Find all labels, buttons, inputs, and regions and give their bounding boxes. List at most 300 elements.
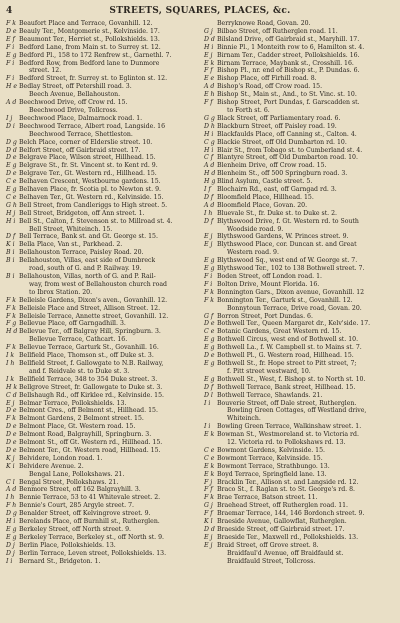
- map-grid-code: [204, 550, 217, 558]
- entry-text: Blackie Street, off Old Dumbarton rd. 10.: [217, 138, 347, 146]
- entry-text: Bell St., Calton, f. Stevenson st. to Millroad st. 4.: [19, 217, 173, 225]
- map-grid-code: E g: [204, 344, 215, 352]
- page-title: STREETS, SQUARES, PLACES, &c.: [109, 6, 291, 16]
- map-grid-code: C d: [6, 391, 17, 399]
- street-entry: [6, 368, 196, 376]
- map-grid-code: I i: [204, 423, 211, 431]
- street-entry: [204, 518, 394, 526]
- entry-text: Braeside Ter., Maxwell rd., Pollokshields. 13.: [217, 533, 359, 541]
- street-entry: [204, 83, 394, 91]
- entry-text: way, from west of Bellahouston church road: [29, 280, 167, 288]
- street-entry: [204, 154, 394, 162]
- entry-text: Bouverie Street, off Dale street, Rutherglen.: [217, 399, 357, 407]
- map-grid-code: D d: [204, 35, 215, 43]
- entry-text: Belmar Terrace, Pollokshields. 13.: [19, 399, 127, 407]
- entry-text: Blythswood Ter., 102 to 138 Bothwell street. 7.: [217, 265, 365, 273]
- map-grid-code: G j: [204, 502, 213, 510]
- map-grid-code: C e: [6, 178, 17, 186]
- street-entry: [6, 320, 196, 328]
- street-entry: [6, 297, 196, 305]
- entry-text: Borron Street, Port Dundas. 6.: [217, 312, 313, 320]
- entry-text: Belleisle Place and Street, Allison Street. 12.: [19, 304, 161, 312]
- entry-text: Berkeley Terrace, Berkeley st., off North st. 9.: [19, 533, 165, 541]
- entry-text: Beechwood Terrace, Albert road, Langside. 16: [19, 122, 166, 130]
- street-entry: [204, 494, 394, 502]
- entry-text: Belmont Road, Balgrayhill, Springburn. 3.: [19, 431, 152, 439]
- map-grid-code: A d: [204, 162, 215, 170]
- entry-text: Beaumont Ter., Herriet st., Pollokshields. 13.: [19, 35, 160, 43]
- map-grid-code: D e: [6, 439, 17, 447]
- map-grid-code: [204, 249, 217, 257]
- entry-text: Bellfield Street, f. Gallowgate to N.B. Railway,: [19, 359, 164, 367]
- map-grid-code: E j: [204, 241, 213, 249]
- street-entry: [6, 194, 196, 202]
- map-grid-code: A d: [6, 486, 17, 494]
- entry-text: Beechwood Place, Dalmarnock road. 1.: [19, 114, 143, 122]
- map-grid-code: K i: [6, 462, 15, 470]
- map-grid-code: F i: [6, 75, 15, 83]
- map-grid-code: [204, 20, 217, 28]
- street-entry: [204, 407, 394, 415]
- map-grid-code: [6, 67, 19, 75]
- street-entry: [204, 60, 394, 68]
- entry-text: Bishop Place, off Firhill road. 8.: [217, 75, 317, 83]
- street-entry: [6, 415, 196, 423]
- entry-text: Bedford Row, from Bedford lane to Dunmore: [19, 59, 160, 67]
- entry-text: Bolton Drive, Mount Florida. 16.: [217, 280, 320, 288]
- entry-text: Black Street, off Parliamentary road. 6.: [217, 114, 341, 122]
- street-entry: [204, 67, 394, 75]
- street-entry: [6, 376, 196, 384]
- street-entry: [6, 534, 196, 542]
- street-entry: [204, 99, 394, 107]
- entry-text: Bilbao Street, off Rutherglen road. 11.: [217, 27, 338, 35]
- map-grid-code: D e: [6, 431, 17, 439]
- street-entry: [204, 447, 394, 455]
- street-entry: [6, 83, 196, 91]
- entry-text: Belvidere, London road. 1.: [19, 454, 103, 462]
- entry-text: Bishop's Road, off Crow road. 15.: [217, 83, 323, 91]
- entry-text: road, south of G. and P. Railway. 19.: [29, 265, 142, 273]
- entry-text: Braeside Avenue, Gallowflat, Rutherglen.: [217, 518, 347, 526]
- entry-text: Bellahouston Terrace, Paisley Road. 20.: [19, 249, 144, 257]
- street-entry: [204, 20, 394, 28]
- map-grid-code: F i: [204, 280, 213, 288]
- street-entry: [6, 202, 196, 210]
- map-grid-code: H i: [204, 43, 214, 51]
- entry-text: Bothwell St., West, f. Bishop st. to North st. 10.: [217, 375, 366, 383]
- map-grid-code: [204, 226, 217, 234]
- entry-text: Bengal Lane, Pollokshaws. 21.: [29, 470, 125, 478]
- map-grid-code: [204, 558, 217, 566]
- entry-text: Belch Place, corner of Elderslie street. 10.: [19, 138, 153, 146]
- street-entry: [6, 107, 196, 115]
- map-grid-code: D e: [6, 407, 17, 415]
- street-entry: [6, 257, 196, 265]
- map-grid-code: [6, 289, 19, 297]
- street-entry: [204, 360, 394, 368]
- entry-text: Bishop St., Main st., And., to St. Vinc. st. 10.: [217, 91, 357, 99]
- map-grid-code: E k: [204, 470, 215, 478]
- map-grid-code: F k: [6, 296, 17, 304]
- street-entry: [6, 170, 196, 178]
- map-grid-code: H e: [6, 83, 18, 91]
- map-grid-code: F i: [6, 59, 15, 67]
- map-grid-code: C e: [204, 454, 215, 462]
- street-entry: [204, 320, 394, 328]
- street-entry: [204, 471, 394, 479]
- entry-text: Bothwell Terrace, Shawlands. 21.: [217, 391, 323, 399]
- street-entry: [6, 147, 196, 155]
- entry-text: Bowmont Gardens, Kelvinside. 15.: [217, 446, 326, 454]
- map-grid-code: D f: [204, 193, 214, 201]
- entry-text: Belhaven Ter., Gt. Western rd., Kelvinside. 15.: [19, 193, 164, 201]
- right-column: [204, 20, 394, 566]
- entry-text: Bedford Pl., 158 to 172 Renfrew st., Garnethl. 7.: [19, 51, 172, 59]
- street-entry: [6, 226, 196, 234]
- entry-text: Bothwell Pl., G. Western road, Hillhead. 15.: [217, 352, 354, 360]
- map-grid-code: D i: [6, 122, 15, 130]
- street-entry: [6, 305, 196, 313]
- map-grid-code: G h: [6, 201, 17, 209]
- map-grid-code: I i: [204, 399, 211, 407]
- map-grid-code: C e: [6, 193, 17, 201]
- map-grid-code: D j: [6, 541, 15, 549]
- entry-text: Belvidere Avenue. 2.: [19, 462, 84, 470]
- map-grid-code: E g: [204, 336, 215, 344]
- map-grid-code: D g: [6, 138, 17, 146]
- street-entry: [6, 52, 196, 60]
- map-grid-code: [6, 336, 19, 344]
- map-grid-code: E g: [204, 375, 215, 383]
- street-entry: [204, 368, 394, 376]
- map-grid-code: F k: [6, 312, 17, 320]
- map-grid-code: A d: [204, 201, 215, 209]
- street-entry: [6, 486, 196, 494]
- street-entry: [204, 194, 394, 202]
- entry-text: Blythswood Drive, f. Gt. Western rd. to South: [217, 217, 359, 225]
- entry-text: Bellevue Ter., off Balgray Hill, Springburn. 3.: [19, 328, 161, 336]
- entry-text: Blenheim St., off 500 Springburn road. 3.: [217, 170, 348, 178]
- entry-text: Belmont Ter., Gt. Western road, Hillhead. 15.: [19, 446, 161, 454]
- map-grid-code: H d: [204, 170, 216, 178]
- map-grid-code: C l: [6, 478, 15, 486]
- street-entry: [204, 415, 394, 423]
- entry-text: Braemar Terrace, 144, 146 Bordonch street. 9.: [217, 510, 365, 518]
- map-grid-code: H i: [6, 518, 16, 526]
- map-grid-code: F k: [204, 296, 215, 304]
- map-grid-code: D e: [6, 446, 17, 454]
- street-entry: [6, 518, 196, 526]
- street-entry: [204, 392, 394, 400]
- entry-text: Blantyre Street, off Old Dumbarton road. 10.: [217, 154, 358, 162]
- map-grid-code: E g: [6, 51, 17, 59]
- entry-text: Bowmont Terrace, Kelvinside. 15.: [217, 454, 323, 462]
- map-grid-code: F f: [204, 67, 213, 75]
- entry-text: Belleisle Terrace, Annette street, Govanhill. 12.: [19, 312, 169, 320]
- map-grid-code: I k: [6, 352, 15, 360]
- map-grid-code: [6, 265, 19, 273]
- street-entry: [204, 305, 394, 313]
- entry-text: and f. Reidvale st. to Duke st. 3.: [29, 367, 130, 375]
- map-grid-code: E g: [6, 186, 17, 194]
- entry-text: Braeside Street, off Gairbraid street. 17.: [217, 526, 345, 533]
- map-grid-code: D f: [204, 217, 214, 225]
- entry-text: Binnie Pl., 1 Monteith row to 6, Hamilton st. 4.: [217, 43, 365, 51]
- entry-text: Bonnytoun Terrace, Drive road, Govan. 20.: [227, 304, 362, 312]
- entry-text: Bothwell Ter., Queen Margaret dr., Kelv'side. 17.: [217, 320, 371, 328]
- street-entry: [204, 186, 394, 194]
- street-entry: [6, 123, 196, 131]
- street-entry: [6, 281, 196, 289]
- street-entry: [204, 257, 394, 265]
- map-grid-code: B i: [6, 249, 15, 257]
- map-grid-code: G g: [204, 114, 215, 122]
- street-entry: [6, 186, 196, 194]
- map-grid-code: E j: [6, 399, 15, 407]
- entry-text: Bell Street, Whiteinch. 15.: [29, 225, 113, 233]
- entry-text: Bell Street, from Candleriggs to High street. 5.: [19, 201, 168, 209]
- map-grid-code: H i: [204, 146, 214, 154]
- map-grid-code: [6, 107, 19, 115]
- street-entry: [6, 447, 196, 455]
- street-entry: [6, 91, 196, 99]
- map-grid-code: E j: [204, 541, 213, 549]
- street-entry: [6, 139, 196, 147]
- map-grid-code: F k: [6, 415, 17, 423]
- street-entry: [6, 218, 196, 226]
- entry-text: Bothwell Circus, west end of Bothwell st. 10.: [217, 336, 359, 344]
- street-entry: [204, 336, 394, 344]
- entry-text: Berryknowe Road, Govan. 20.: [217, 20, 311, 27]
- entry-text: Bluevale St., fr. Duke st. to Duke st. 2.: [217, 209, 338, 217]
- map-grid-code: F k: [6, 20, 17, 27]
- map-grid-code: F f: [204, 510, 213, 518]
- street-entry: [204, 178, 394, 186]
- map-grid-code: [6, 281, 19, 289]
- street-entry: [6, 210, 196, 218]
- entry-text: to Ibrox Station. 20.: [29, 288, 93, 296]
- map-grid-code: [6, 131, 19, 139]
- map-grid-code: K i: [6, 241, 15, 249]
- map-grid-code: D e: [6, 27, 17, 35]
- map-grid-code: A d: [6, 99, 17, 107]
- entry-text: Braidfaul'd Avenue, off Braidfauld st.: [227, 549, 344, 557]
- street-entry: [6, 162, 196, 170]
- entry-text: Bennie's Court, 285 Argyle street. 7.: [19, 502, 135, 510]
- entry-text: Blythswood Sq., west end of W. George st. 7.: [217, 257, 358, 265]
- street-entry: [204, 510, 394, 518]
- street-entry: [204, 115, 394, 123]
- entry-text: Berlin Place, Pollokshields. 13.: [19, 541, 116, 549]
- map-grid-code: E g: [6, 162, 17, 170]
- entry-text: Braidfauld Street, Tollcross.: [227, 557, 316, 565]
- map-grid-code: I k: [6, 375, 15, 383]
- map-grid-code: E f: [6, 35, 15, 43]
- map-grid-code: E g: [204, 359, 215, 367]
- street-entry: [6, 550, 196, 558]
- street-entry: [204, 281, 394, 289]
- entry-text: Bothwell La., f. W. Campbell st. to Mains st. 7.: [217, 344, 362, 352]
- street-entry: [6, 344, 196, 352]
- map-grid-code: H j: [6, 209, 16, 217]
- entry-text: Benalder Street, off Kelvingrove street. 9.: [19, 510, 151, 518]
- map-grid-code: F h: [6, 502, 17, 510]
- entry-text: Bengal Street, Pollokshaws. 21.: [19, 478, 119, 486]
- entry-text: f. Pitt street westward, 10.: [227, 367, 311, 375]
- street-entry: [6, 249, 196, 257]
- entry-text: Belmont Cres., off Belmont st., Hillhead. 15.: [19, 407, 158, 415]
- entry-text: Bowling Green Terrace, Walkinshaw street. 1.: [217, 423, 362, 431]
- street-entry: [204, 376, 394, 384]
- map-grid-code: F f: [204, 99, 213, 107]
- entry-text: Bernard St., Bridgeton. 1.: [19, 557, 101, 565]
- entry-text: Belhaven Place, fr. Scotia pl. to Newton st. 9.: [19, 186, 161, 194]
- street-entry: [204, 384, 394, 392]
- map-grid-code: E e: [204, 75, 215, 83]
- street-entry: [6, 400, 196, 408]
- entry-text: Braid Street, off Grove street. 8.: [217, 541, 319, 549]
- street-entry: [204, 344, 394, 352]
- map-grid-code: C f: [204, 154, 213, 162]
- entry-text: Boden Street, off London road. 1.: [217, 273, 322, 280]
- map-grid-code: E g: [204, 257, 215, 265]
- map-grid-code: E j: [204, 233, 213, 241]
- entry-text: 12. Victoria rd. to Pollokshaws rd. 13.: [227, 439, 346, 447]
- street-entry: [6, 360, 196, 368]
- entry-text: Belleisle Gardens, Dixon's aven., Govanhill. 12.: [19, 296, 168, 304]
- entry-text: Brae Terrace, Batson street. 11.: [217, 494, 318, 502]
- entry-text: Beaufort Place and Terrace, Govanhill. 12.: [19, 20, 153, 27]
- map-grid-code: E g: [6, 533, 17, 541]
- street-entry: [204, 233, 394, 241]
- map-grid-code: E j: [204, 533, 213, 541]
- street-entry: [204, 558, 394, 566]
- map-grid-code: I f: [204, 186, 211, 194]
- entry-text: Bell Terrace, Bank st. and Gt. George st. 15.: [19, 233, 158, 241]
- street-entry: [6, 455, 196, 463]
- map-grid-code: [6, 368, 19, 376]
- entry-text: Belgrave St., fr. St. Vincent st. to Kent rd. 9.: [19, 162, 158, 170]
- map-grid-code: F g: [6, 320, 17, 328]
- street-entry: [6, 494, 196, 502]
- map-grid-code: E g: [6, 526, 17, 533]
- entry-text: Blind Asylum, Castle street. 5.: [217, 178, 313, 186]
- street-entry: [6, 99, 196, 107]
- street-entry: [6, 289, 196, 297]
- street-entry: [204, 542, 394, 550]
- map-grid-code: [204, 305, 217, 313]
- street-entry: [204, 249, 394, 257]
- map-grid-code: I i: [6, 557, 13, 565]
- entry-text: Bellevue Place, off Garngadhill. 3.: [19, 320, 126, 328]
- map-grid-code: B i: [6, 257, 15, 265]
- street-entry: [6, 178, 196, 186]
- map-grid-code: D d: [6, 146, 17, 154]
- entry-text: to Forth st. 6.: [227, 106, 270, 114]
- entry-text: Bellshaugh Rd., off Kirklee rd., Kelvinside. 15.: [19, 391, 165, 399]
- entry-text: Braehead Street, off Rutherglen road. 11.: [217, 502, 349, 510]
- street-entry: [6, 20, 196, 28]
- map-grid-code: [204, 415, 217, 423]
- entry-text: street. 12.: [29, 67, 62, 75]
- street-entry: [204, 297, 394, 305]
- street-entry: [6, 131, 196, 139]
- entry-text: Belhaven Crescent, Westbourne gardens. 15.: [19, 178, 161, 186]
- street-entry: [204, 439, 394, 447]
- street-entry: [204, 162, 394, 170]
- map-grid-code: F j: [204, 478, 213, 486]
- entry-text: Botanic Gardens, Great Western rd. 15.: [217, 328, 342, 336]
- street-entry: [6, 471, 196, 479]
- map-grid-code: I j: [6, 114, 13, 122]
- entry-text: Bennie Terrace, 53 to 41 Whitevale street. 2.: [19, 494, 161, 502]
- entry-text: Beechwood Drive, Tollcross.: [29, 106, 118, 114]
- entry-text: Woodside road. 9.: [227, 225, 284, 233]
- street-entry: [204, 210, 394, 218]
- entry-text: Bloomfield Place, Hillhead. 15.: [217, 193, 314, 201]
- street-entry: [204, 273, 394, 281]
- street-entry: [204, 455, 394, 463]
- map-grid-code: G j: [204, 27, 213, 35]
- map-grid-code: [6, 471, 19, 479]
- street-entry: [6, 28, 196, 36]
- map-grid-code: [204, 439, 217, 447]
- street-entry: [204, 202, 394, 210]
- entry-text: Bowman St., Westmoreland st. to Victoria rd.: [217, 431, 359, 439]
- entry-text: Berlin Terrace, Leven street, Pollokshields. 13.: [19, 549, 167, 557]
- street-entry: [204, 75, 394, 83]
- street-entry: [204, 313, 394, 321]
- street-entry: [6, 44, 196, 52]
- map-grid-code: I h: [6, 359, 15, 367]
- map-grid-code: F k: [6, 304, 17, 312]
- map-grid-code: E j: [204, 51, 213, 59]
- entry-text: Belgrave Place, Wilson street, Hillhead. 15.: [19, 154, 156, 162]
- entry-text: Bonnington Ter., Garturk st., Govanhill. 12.: [217, 296, 353, 304]
- street-entry: [6, 423, 196, 431]
- map-grid-code: K j: [6, 454, 15, 462]
- street-entry: [204, 36, 394, 44]
- street-entry: [204, 423, 394, 431]
- map-grid-code: D j: [6, 549, 15, 557]
- street-entry: [6, 328, 196, 336]
- street-entry: [204, 431, 394, 439]
- entry-text: Bishop Street, Port Dundas, f. Garscadden st.: [217, 99, 360, 107]
- street-entry: [6, 558, 196, 566]
- street-entry: [204, 44, 394, 52]
- street-entry: [204, 147, 394, 155]
- map-grid-code: H d: [6, 328, 18, 336]
- map-grid-code: D f: [204, 383, 214, 391]
- entry-text: Boyd Terrace, Springfield lane. 13.: [217, 470, 327, 478]
- street-entry: [204, 289, 394, 297]
- entry-text: Blochairn Rd., east, off Garngad rd. 3.: [217, 186, 337, 194]
- entry-text: Beechwood Drive, off Crow rd. 15.: [19, 99, 128, 107]
- map-grid-code: G f: [204, 312, 214, 320]
- street-entry: [204, 28, 394, 36]
- entry-text: Belmont Place, Gt. Western road. 15.: [19, 423, 136, 431]
- entry-text: Blair St., from Tobago st. to Cumberland st. 4.: [217, 146, 363, 154]
- map-grid-code: I h: [6, 494, 15, 502]
- entry-text: Belgrave Ter., Gt. Western rd., Hillhead. 15.: [19, 170, 157, 178]
- entry-columns: [6, 20, 394, 566]
- entry-text: Birnam Ter., Cadder street, Pollokshields. 16.: [217, 51, 360, 59]
- street-entry: [204, 123, 394, 131]
- map-grid-code: H i: [6, 217, 16, 225]
- street-entry: [6, 392, 196, 400]
- entry-text: Blackburn Street, off Paisley road. 19.: [217, 122, 337, 130]
